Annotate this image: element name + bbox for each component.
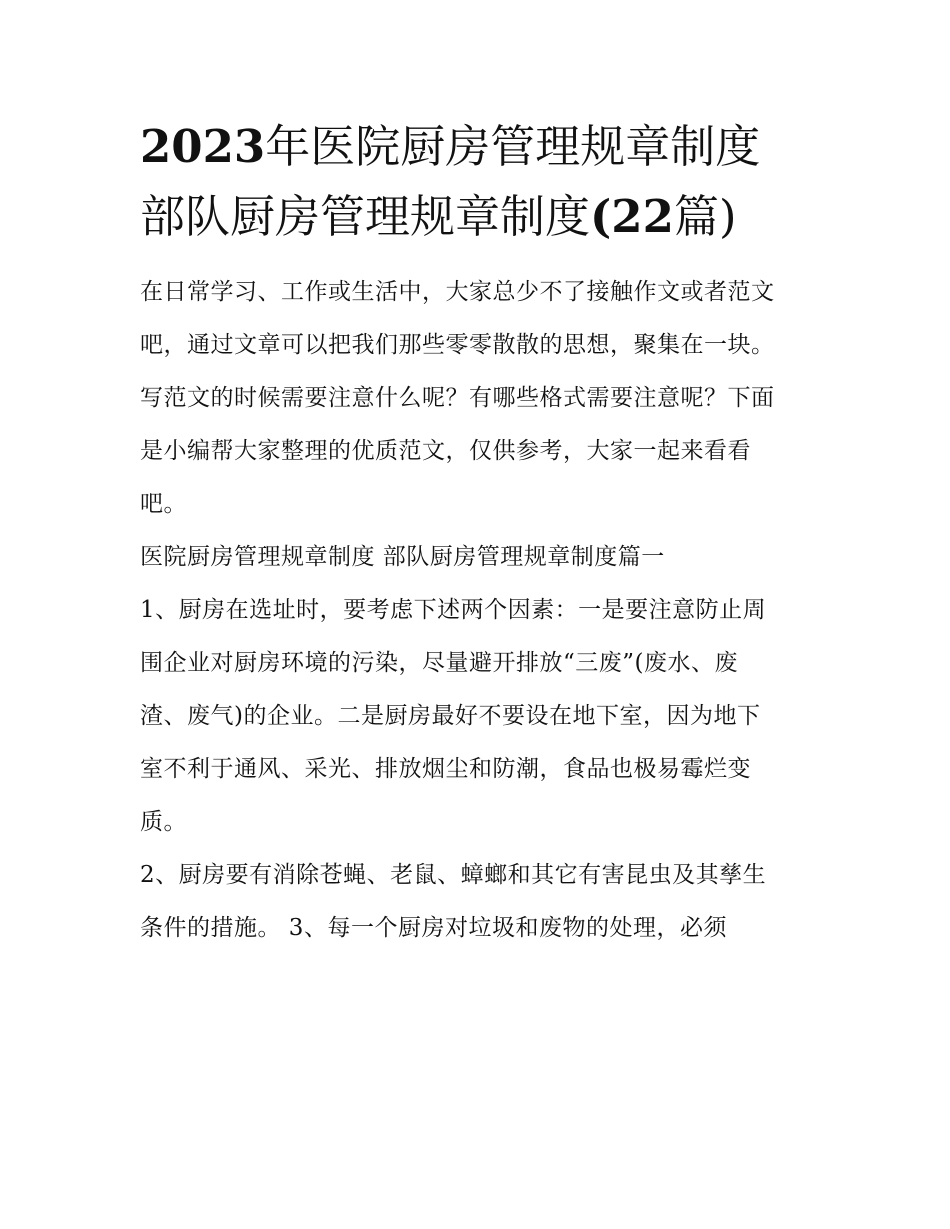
section-heading bbox=[140, 531, 820, 584]
title-line-2-tail: 篇) bbox=[673, 190, 737, 243]
item-1-line: 质。 bbox=[140, 809, 187, 835]
intro-line: 吧。 bbox=[140, 491, 187, 517]
title-year: 2023 bbox=[140, 120, 266, 173]
intro-line: 写范文的时候需要注意什么呢？有哪些格式需要注意呢？下面 bbox=[140, 385, 775, 411]
intro-line: 是小编帮大家整理的优质范文，仅供参考，大家一起来看看 bbox=[140, 438, 751, 464]
intro-paragraph bbox=[140, 266, 820, 531]
item-2-line: 2、厨房要有消除苍蝇、老鼠、蟑螂和其它有害昆虫及其孳生 bbox=[140, 862, 767, 888]
section-heading-text: 医院厨房管理规章制度 部队厨房管理规章制度篇一 bbox=[140, 544, 665, 570]
title-line-2-text: 部队厨房管理规章制度 bbox=[140, 190, 591, 243]
title-count: (22 bbox=[590, 190, 674, 243]
item-1-line: 室不利于通风、采光、排放烟尘和防潮，食品也极易霉烂变 bbox=[140, 756, 751, 782]
document-content bbox=[140, 112, 820, 955]
item-1-line: 1、厨房在选址时，要考虑下述两个因素：一是要注意防止周 bbox=[140, 597, 767, 623]
item-2-line: 条件的措施。 3、每一个厨房对垃圾和废物的处理，必须 bbox=[140, 915, 727, 941]
item-1-line: 渣、废气)的企业。二是厨房最好不要设在地下室，因为地下 bbox=[140, 703, 761, 729]
item-2-paragraph bbox=[140, 849, 820, 955]
document-title bbox=[140, 112, 820, 252]
intro-line: 在日常学习、工作或生活中，大家总少不了接触作文或者范文 bbox=[140, 279, 775, 305]
title-line-1-text: 年医院厨房管理规章制度 bbox=[265, 120, 761, 173]
item-1-paragraph bbox=[140, 584, 820, 849]
intro-line: 吧，通过文章可以把我们那些零零散散的思想，聚集在一块。 bbox=[140, 332, 775, 358]
title-line-2 bbox=[140, 182, 820, 252]
title-line-1 bbox=[140, 112, 820, 182]
item-1-line: 围企业对厨房环境的污染，尽量避开排放“三废”(废水、废 bbox=[140, 650, 738, 676]
